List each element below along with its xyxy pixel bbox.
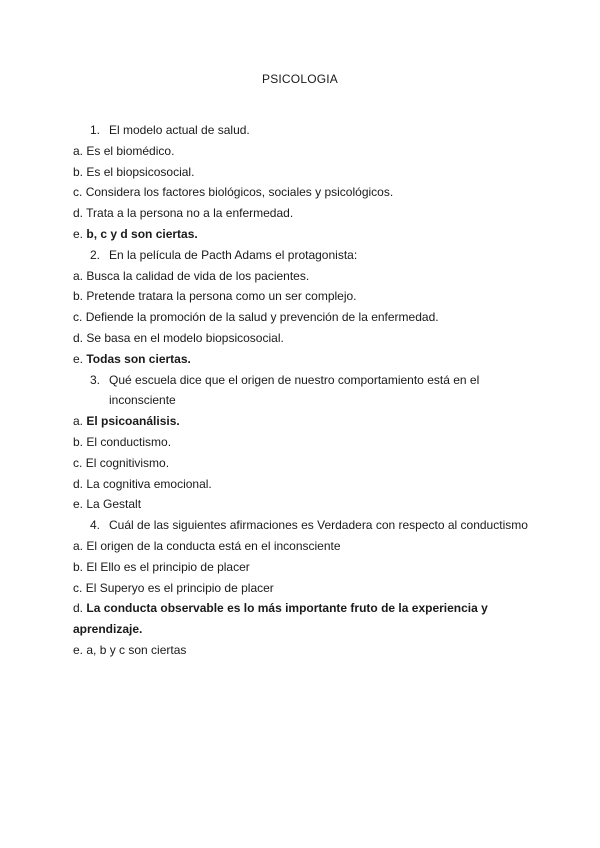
option-text: Considera los factores biológicos, sociales y psicológicos. — [85, 185, 394, 200]
question-2 — [73, 245, 533, 266]
option-letter: a. — [73, 414, 84, 429]
option-4c — [73, 578, 533, 599]
option-text: El cognitivismo. — [85, 455, 170, 470]
option-letter: d. — [73, 330, 84, 345]
option-3b — [73, 432, 533, 453]
option-letter: a. — [73, 268, 84, 283]
questions-list — [73, 120, 533, 661]
option-1b — [73, 162, 533, 183]
option-letter: a. — [73, 538, 84, 553]
option-letter: d. — [73, 601, 84, 616]
option-1d — [73, 203, 533, 224]
option-4e — [73, 640, 533, 661]
option-letter: e. — [73, 226, 84, 241]
question-3 — [73, 370, 533, 412]
option-text: El Superyo es el principio de placer — [85, 580, 274, 595]
option-text: Es el biopsicosocial. — [86, 164, 195, 179]
option-letter: c. — [73, 580, 83, 595]
question-number: 2. — [90, 247, 101, 262]
option-3c — [73, 453, 533, 474]
question-number: 1. — [90, 123, 101, 137]
option-text: El conductismo. — [86, 434, 172, 449]
option-text: Es el biomédico. — [86, 143, 175, 158]
question-text: El modelo actual de salud. — [109, 123, 250, 137]
option-letter: e. — [73, 497, 84, 512]
option-letter: b. — [73, 434, 84, 449]
option-text: Se basa en el modelo biopsicosocial. — [86, 330, 284, 345]
option-letter: c. — [73, 455, 83, 470]
option-text: Busca la calidad de vida de los pacientes. — [86, 268, 310, 283]
option-letter: d. — [73, 206, 84, 221]
option-text: El Ello es el principio de placer — [86, 559, 250, 574]
option-text: Trata a la persona no a la enfermedad. — [86, 206, 294, 221]
question-text: Qué escuela dice que el origen de nuestro comportamiento está en el inconsciente — [109, 372, 480, 408]
option-letter: c. — [73, 310, 83, 325]
option-letter: e. — [73, 351, 84, 366]
question-4 — [73, 515, 533, 536]
option-text: b, c y d son ciertas. — [86, 226, 198, 241]
option-text: La cognitiva emocional. — [86, 476, 212, 491]
option-1e-correct — [73, 224, 533, 245]
option-2b — [73, 286, 533, 307]
option-4d-correct — [73, 598, 533, 640]
option-1a — [73, 141, 533, 162]
option-4b — [73, 557, 533, 578]
option-letter: b. — [73, 164, 84, 179]
question-number: 4. — [90, 518, 101, 533]
option-letter: a. — [73, 143, 84, 158]
question-text: En la película de Pacth Adams el protagonista: — [109, 247, 358, 262]
document-title: PSICOLOGIA — [261, 72, 339, 86]
option-letter: e. — [73, 642, 84, 657]
option-text: Defiende la promoción de la salud y prevención de la enfermedad. — [85, 310, 439, 325]
option-letter: b. — [73, 289, 84, 304]
option-2e-correct — [73, 349, 533, 370]
question-text: Cuál de las siguientes afirmaciones es Verdadera con respecto al conductismo — [109, 518, 528, 533]
option-text: El psicoanálisis. — [86, 414, 180, 429]
option-text: a, b y c son ciertas — [86, 642, 187, 657]
option-text: La Gestalt — [86, 497, 142, 512]
option-3a-correct — [73, 411, 533, 432]
option-letter: c. — [73, 185, 83, 200]
question-number: 3. — [90, 372, 101, 387]
option-text: Pretende tratara la persona como un ser complejo. — [86, 289, 357, 304]
option-text: Todas son ciertas. — [86, 351, 191, 366]
option-3d — [73, 474, 533, 495]
option-letter: b. — [73, 559, 84, 574]
option-2c — [73, 307, 533, 328]
option-2d — [73, 328, 533, 349]
option-1c — [73, 182, 533, 203]
option-text: La conducta observable es lo más importante fruto de la experiencia y aprendizaje. — [73, 601, 488, 637]
option-3e — [73, 494, 533, 515]
option-4a — [73, 536, 533, 557]
option-letter: d. — [73, 476, 84, 491]
question-1 — [73, 120, 533, 141]
option-text: El origen de la conducta está en el inconsciente — [86, 538, 341, 553]
option-2a — [73, 266, 533, 287]
